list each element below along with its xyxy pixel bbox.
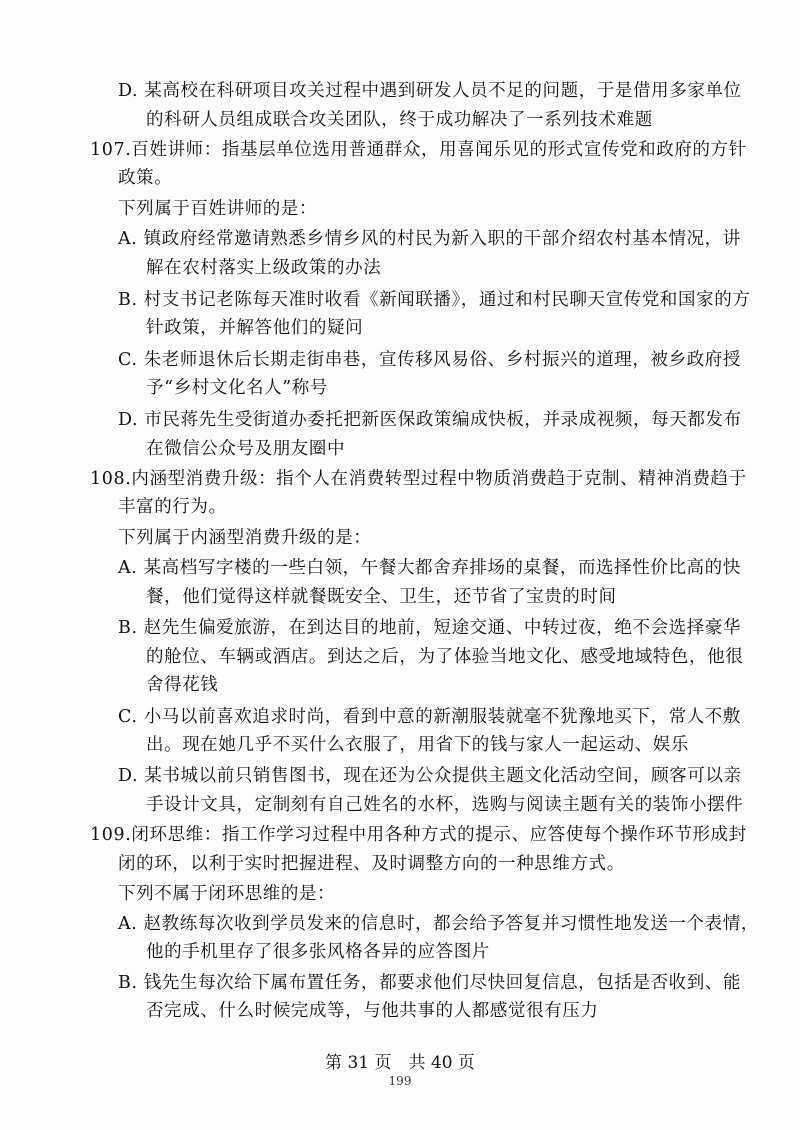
question-definition: 政策。 <box>118 168 173 188</box>
option-c: 予“乡村文化名人”称号 <box>146 378 328 398</box>
question-definition: 108.内涵型消费升级：指个人在消费转型过程中物质消费趋于克制、精神消费趋于 <box>90 469 747 489</box>
option-b: 舍得花钱 <box>146 675 219 695</box>
option-c: C. 朱老师退休后长期走街串巷，宣传移风易俗、乡村振兴的道理，被乡政府授 <box>118 350 741 370</box>
sheet-number: 199 <box>388 1074 412 1088</box>
question-prompt: 下列属于内涵型消费升级的是： <box>118 528 372 548</box>
option-a: A. 镇政府经常邀请熟悉乡情乡风的村民为新入职的干部介绍农村基本情况，讲 <box>118 229 741 249</box>
option-b: 的舱位、车辆或酒店。到达之后，为了体验当地文化、感受地域特色，他很 <box>146 647 744 667</box>
option-c: C. 小马以前喜欢追求时尚，看到中意的新潮服装就毫不犹豫地买下，常人不敷 <box>118 707 741 727</box>
page-number: 第 31 页 共 40 页 <box>325 1053 475 1073</box>
text-line: D. 某高校在科研项目攻关过程中遇到研发人员不足的问题，于是借用多家单位 <box>118 81 742 101</box>
option-b: B. 村支书记老陈每天准时收看《新闻联播》，通过和村民聊天宣传党和国家的方 <box>118 290 751 310</box>
option-d: D. 市民蒋先生受街道办委托把新医保政策编成快板，并录成视频，每天都发布 <box>118 410 742 430</box>
option-c: 出。现在她几乎不买什么衣服了，用省下的钱与家人一起运动、娱乐 <box>146 735 689 755</box>
option-d: 手设计文具，定制刻有自己姓名的水杯，选购与阅读主题有关的装饰小摆件 <box>146 795 744 815</box>
option-b: 否完成、什么时候完成等，与他共事的人都感觉很有压力 <box>146 1001 599 1021</box>
option-a: 餐，他们觉得这样就餐既安全、卫生，还节省了宝贵的时间 <box>146 587 617 607</box>
option-a: A. 赵教练每次收到学员发来的信息时，都会给予答复并习惯性地发送一个表情， <box>118 914 759 934</box>
question-definition: 107.百姓讲师：指基层单位选用普通群众，用喜闻乐见的形式宣传党和政府的方针 <box>90 140 747 160</box>
option-b: 针政策，并解答他们的疑问 <box>146 318 364 338</box>
text-line: 的科研人员组成联合攻关团队，终于成功解决了一系列技术难题 <box>146 110 653 130</box>
option-d: 在微信公众号及朋友圈中 <box>146 439 346 459</box>
question-definition: 丰富的行为。 <box>118 497 227 517</box>
question-prompt: 下列属于百姓讲师的是： <box>118 199 318 219</box>
option-a: 解在农村落实上级政策的办法 <box>146 258 382 278</box>
question-definition: 109.闭环思维：指工作学习过程中用各种方式的提示、应答使每个操作环节形成封 <box>90 825 747 845</box>
question-prompt: 下列不属于闭环思维的是： <box>118 884 336 904</box>
option-b: B. 赵先生偏爱旅游，在到达目的地前，短途交通、中转过夜，绝不会选择豪华 <box>118 618 742 638</box>
option-a: 他的手机里存了很多张风格各异的应答图片 <box>146 942 490 962</box>
option-d: D. 某书城以前只销售图书，现在还为公众提供主题文化活动空间，顾客可以亲 <box>118 766 742 786</box>
question-definition: 闭的环，以利于实时把握进程、及时调整方向的一种思维方式。 <box>118 854 625 874</box>
option-b: B. 钱先生每次给下属布置任务，都要求他们尽快回复信息，包括是否收到、能 <box>118 973 742 993</box>
option-a: A. 某高档写字楼的一些白领，午餐大都舍弃排场的桌餐，而选择性价比高的快 <box>118 558 741 578</box>
